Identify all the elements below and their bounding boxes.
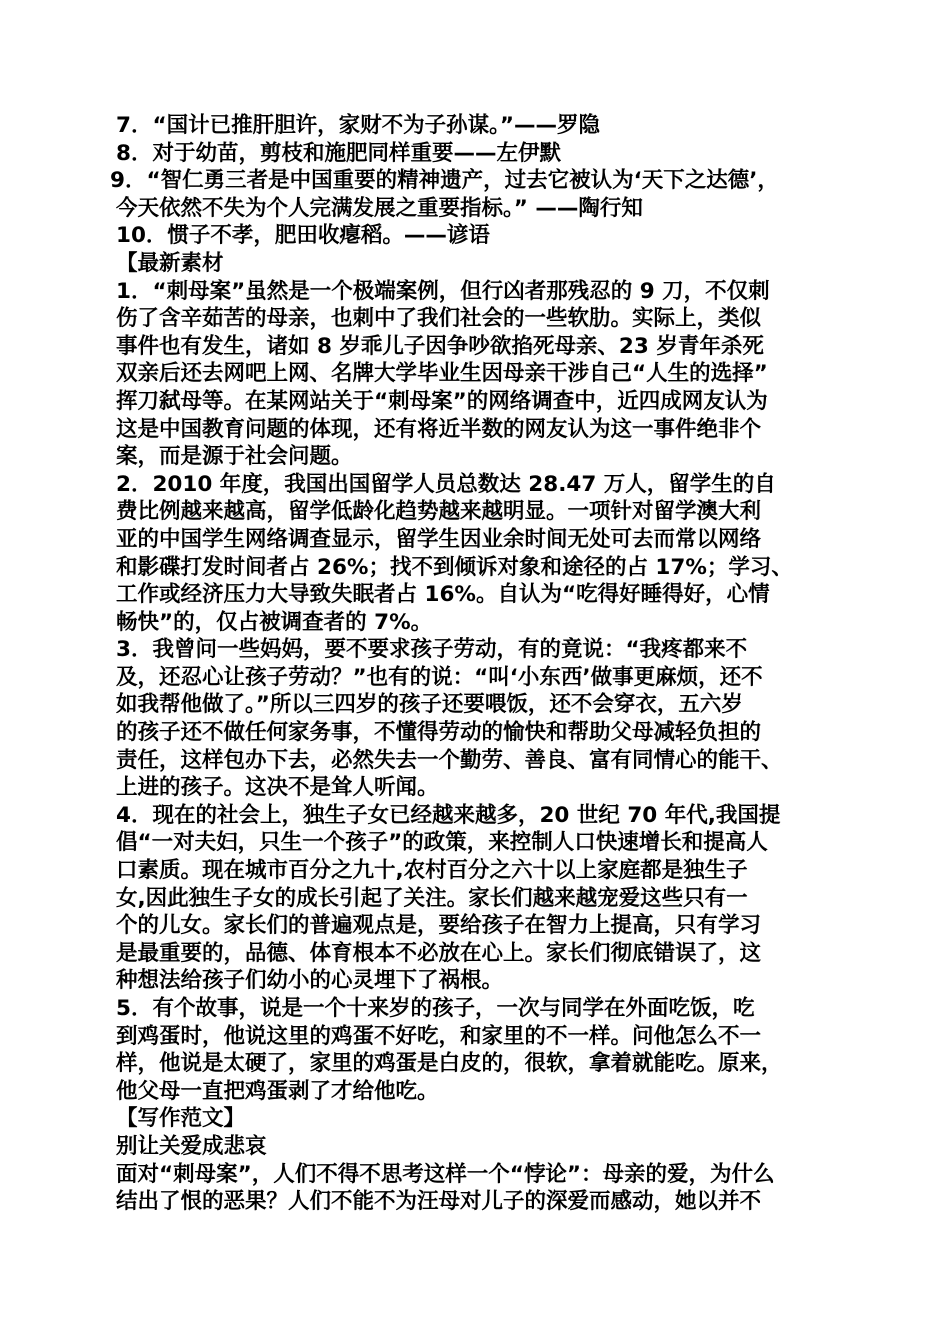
material-item-1 <box>116 278 846 471</box>
text-line: 4．现在的社会上，独生子女已经越来越多，20 世纪 70 年代,我国提 <box>116 802 781 828</box>
text-line: 倡“一对夫妇，只生一个孩子”的政策，来控制人口快速增长和提高人 <box>116 830 768 856</box>
text-line: 种想法给孩子们幼小的心灵埋下了祸根。 <box>116 968 504 994</box>
essay-title: 别让关爱成悲哀 <box>116 1133 267 1159</box>
text-line: 女,因此独生子女的成长引起了关注。家长们越来越宠爱这些只有一 <box>116 885 748 911</box>
text-line: 案，而是源于社会问题。 <box>116 444 353 470</box>
text-line: 费比例越来越高，留学低龄化趋势越来越明显。一项针对留学澳大利 <box>116 499 762 525</box>
text-line: 亚的中国学生网络调查显示，留学生因业余时间无处可去而常以网络 <box>116 526 762 552</box>
material-item-5 <box>116 995 846 1105</box>
text-line: 这是中国教育问题的体现，还有将近半数的网友认为这一事件绝非个 <box>116 416 762 442</box>
text-line: 9．“智仁勇三者是中国重要的精神遗产，过去它被认为‘天下之达德’， <box>110 168 779 194</box>
text-line: 挥刀弑母等。在某网站关于“刺母案”的网络调查中，近四成网友认为 <box>116 388 768 414</box>
text-line: 样，他说是太硬了，家里的鸡蛋是白皮的，很软，拿着就能吃。原来， <box>116 1051 783 1077</box>
text-line: 结出了恨的恶果？人们不能不为汪母对儿子的深爱而感动，她以并不 <box>116 1189 762 1215</box>
text-line: 及，还忍心让孩子劳动？”也有的说：“叫‘小东西’做事更麻烦，还不 <box>116 664 763 690</box>
text-line: 和影碟打发时间者占 26%；找不到倾诉对象和途径的占 17%；学习、 <box>116 554 793 580</box>
text-line: 2．2010 年度，我国出国留学人员总数达 28.47 万人，留学生的自 <box>116 471 776 497</box>
text-line: 畅快”的，仅占被调查者的 7%。 <box>116 609 433 635</box>
text-line: 事件也有发生，诸如 8 岁乖儿子因争吵欲掐死母亲、23 岁青年杀死 <box>116 333 764 359</box>
text-line: 10．惯子不孝，肥田收瘪稻。——谚语 <box>116 223 490 249</box>
section-heading: 【最新素材 <box>116 250 224 276</box>
text-line: 伤了含辛茹苦的母亲，也刺中了我们社会的一些软肋。实际上，类似 <box>116 306 762 332</box>
text-line: 如我帮他做了。”所以三四岁的孩子还要喂饭，还不会穿衣，五六岁 <box>116 692 743 718</box>
text-line: 口素质。现在城市百分之九十,农村百分之六十以上家庭都是独生子 <box>116 858 748 884</box>
material-item-3 <box>116 636 846 802</box>
text-line: 的孩子还不做任何家务事，不懂得劳动的愉快和帮助父母减轻负担的 <box>116 720 762 746</box>
text-line: 7．“国计已推肝胆许，家财不为子孙谋。”——罗隐 <box>116 113 600 138</box>
text-line: 3．我曾问一些妈妈，要不要求孩子劳动，有的竟说：“我疼都来不 <box>116 637 748 663</box>
quote-10 <box>116 222 846 250</box>
material-item-2 <box>116 471 846 637</box>
text-line: 1．“刺母案”虽然是一个极端案例，但行凶者那残忍的 9 刀，不仅刺 <box>116 278 770 304</box>
text-line: 是最重要的，品德、体育根本不必放在心上。家长们彻底错误了，这 <box>116 940 762 966</box>
document-page <box>110 112 846 1216</box>
text-line: 责任，这样包办下去，必然失去一个勤劳、善良、富有同情心的能干、 <box>116 747 783 773</box>
text-line: 8．对于幼苗，剪枝和施肥同样重要——左伊默 <box>116 140 561 166</box>
text-line: 工作或经济压力大导致失眠者占 16%。自认为“吃得好睡得好，心情 <box>116 582 770 608</box>
quote-7 <box>116 112 846 140</box>
text-line: 5．有个故事，说是一个十来岁的孩子，一次与同学在外面吃饭，吃 <box>116 996 755 1021</box>
text-line: 他父母一直把鸡蛋剥了才给他吃。 <box>116 1078 439 1104</box>
text-line: 双亲后还去网吧上网、名牌大学毕业生因母亲干涉自己“人生的选择” <box>116 361 768 387</box>
material-item-4 <box>116 802 846 995</box>
section-sample-essay <box>116 1105 846 1215</box>
text-line: 上进的孩子。这决不是耸人听闻。 <box>116 775 439 801</box>
text-line: 到鸡蛋时，他说这里的鸡蛋不好吃，和家里的不一样。问他怎么不一 <box>116 1023 762 1049</box>
section-latest-materials <box>116 250 846 1105</box>
quote-9 <box>110 167 846 222</box>
section-heading: 【写作范文】 <box>116 1106 246 1132</box>
quote-8 <box>116 140 846 168</box>
text-line: 今天依然不失为个人完满发展之重要指标。” ——陶行知 <box>116 195 643 221</box>
text-line: 个的儿女。家长们的普遍观点是，要给孩子在智力上提高，只有学习 <box>116 913 762 939</box>
text-line: 面对“刺母案”，人们不得不思考这样一个“悖论”：母亲的爱，为什么 <box>116 1161 775 1187</box>
